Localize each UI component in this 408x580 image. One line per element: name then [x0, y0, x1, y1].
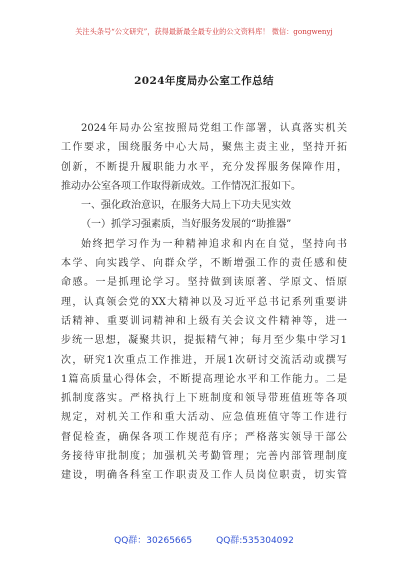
- body-line: 建设，明确各科室工作职责及工作人员岗位职责，切实管: [61, 470, 347, 482]
- body-line: 本学、向实践学、向群众学，不断增强工作的责任感和使: [61, 258, 347, 270]
- body-line: 督促检查，确保各项工作规范有序；严格落实领导干部公: [61, 431, 347, 443]
- footer-qq-group-2: QQ群:535304092: [216, 536, 294, 546]
- body-line: 规定，对机关工作和重大活动、应急值班值守等工作进行: [61, 412, 347, 424]
- body-line: 始终把学习作为一种精神追求和内在自觉，坚持向书: [81, 238, 347, 250]
- document-body: [61, 119, 347, 486]
- footer-contact: [0, 533, 408, 546]
- footer-qq-group-1: QQ群：30265665: [114, 536, 193, 546]
- body-line: 次，研究1次重点工作推进，开展1次研讨交流活动或撰写: [61, 354, 347, 366]
- body-line: 话精神、重要训词精神和上级有关会议文件精神等，进一: [61, 315, 347, 327]
- body-line: 创新，不断提升履职能力水平，充分发挥服务保障作用，: [61, 161, 347, 173]
- body-line: 1篇高质量心得体会，不断提高理论水平和工作能力。二是: [61, 373, 347, 385]
- body-line: 理，认真领会党的XX大精神以及习近平总书记系列重要讲: [61, 296, 347, 308]
- body-line: 2024年局办公室按照局党组工作部署，认真落实机关: [81, 123, 347, 134]
- header-banner: 关注头条号“公文研究”，获得最新最全最专业的公文资料库！ 微信：gongwenyj: [75, 27, 333, 36]
- document-title: 2024年度局办公室工作总结: [134, 75, 274, 87]
- section-heading: 一、强化政治意识，在服务大局上下功夫见实效: [81, 200, 291, 212]
- body-line: 命感。一是抓理论学习。坚持做到读原著、学原文、悟原: [61, 277, 347, 289]
- subsection-heading: （一）抓学习强素质，当好服务发展的“助推器”: [81, 219, 292, 231]
- body-line: 工作要求，围绕服务中心大局，聚焦主责主业，坚持开拓: [61, 142, 347, 154]
- body-line: 推动办公室各项工作取得新成效。工作情况汇报如下。: [61, 180, 301, 192]
- body-line: 抓制度落实。严格执行上下班制度和领导带班值班等各项: [61, 393, 347, 405]
- body-line: 务接待审批制度；加强机关考勤管理；完善内部管理制度: [61, 451, 347, 463]
- body-line: 步统一思想，凝聚共识，提振精气神；每月至少集中学习1: [61, 335, 347, 347]
